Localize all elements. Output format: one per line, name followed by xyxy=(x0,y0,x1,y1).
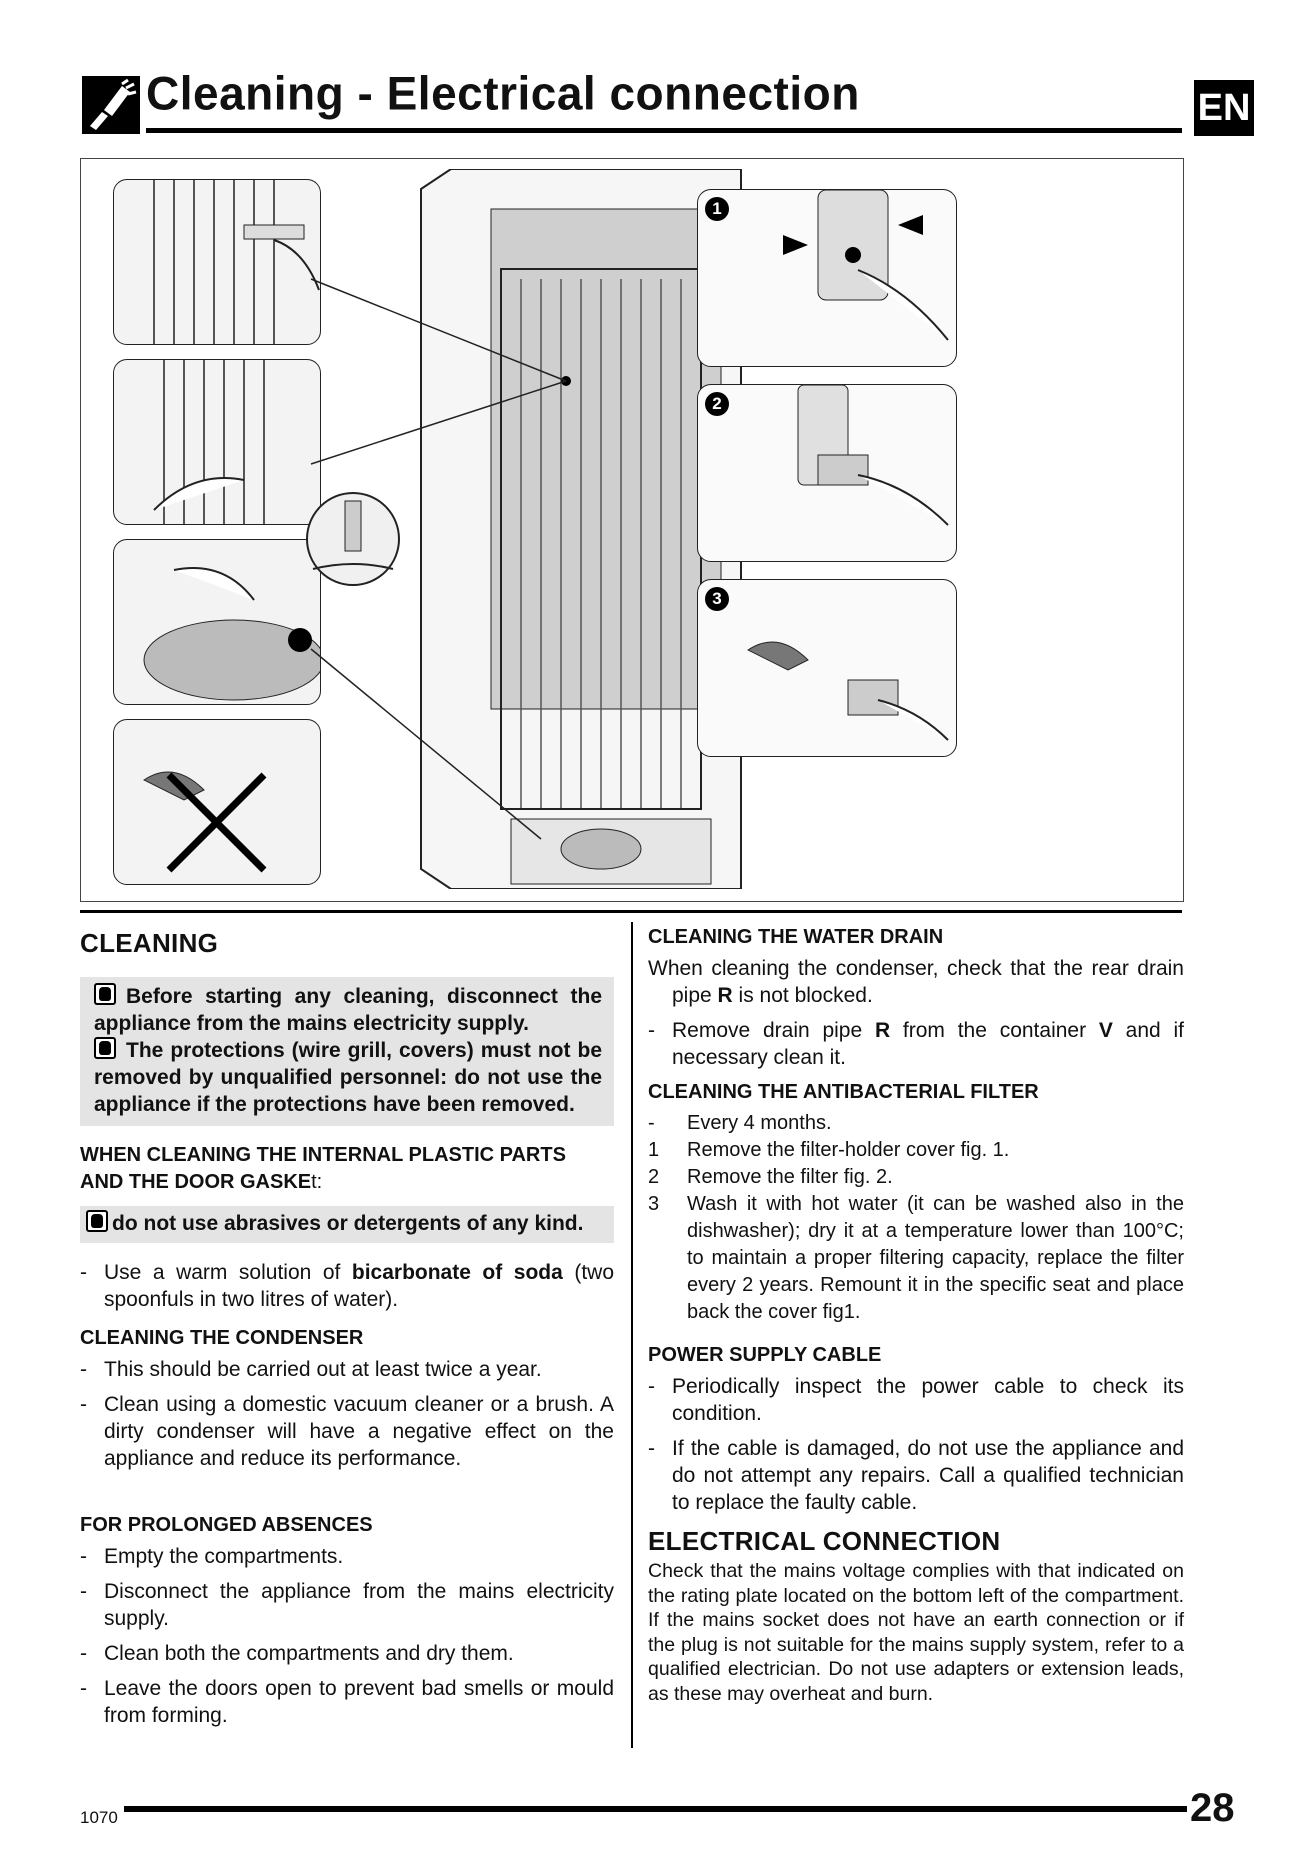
warning-disconnect: Before starting any cleaning, disconnect the appliance from the mains electricity supply. xyxy=(94,985,602,1035)
page-title: Cleaning - Electrical connection xyxy=(146,66,860,120)
drain-intro: When cleaning the condenser, check that the rear drain pipe R is not blocked. xyxy=(648,957,1184,1007)
condenser-item-2: - Clean using a domestic vacuum cleaner or a brush. A dirty condenser will have a negative effect on the appliance and reduce its performance. xyxy=(80,1393,614,1470)
absence-item-2: - Disconnect the appliance from the mains electricity supply. xyxy=(80,1580,614,1630)
leader-lines xyxy=(81,159,1183,901)
cleaning-illustration xyxy=(80,158,1184,902)
warning-abrasives: do not use abrasives or detergents of any kind. xyxy=(86,1210,606,1237)
plastic-parts-heading: WHEN CLEANING THE INTERNAL PLASTIC PARTS AND THE DOOR GASKEt: xyxy=(80,1144,566,1193)
step-2-badge: 2 xyxy=(705,392,729,416)
power-heading: POWER SUPPLY CABLE xyxy=(648,1344,882,1366)
document-code: 1070 xyxy=(80,1808,118,1827)
step-1-badge: 1 xyxy=(705,197,729,221)
filter-item-2: 2 Remove the filter fig. 2. xyxy=(648,1166,893,1188)
drain-item: - Remove drain pipe R from the container V and if necessary clean it. xyxy=(648,1019,1184,1069)
condenser-heading: CLEANING THE CONDENSER xyxy=(80,1327,364,1349)
filter-item-1: 1 Remove the filter-holder cover fig. 1. xyxy=(648,1139,1010,1161)
condenser-item-1: - This should be carried out at least twice a year. xyxy=(80,1358,542,1381)
warning-protections: The protections (wire grill, covers) must not be removed by unqualified personnel: do not use the appliance if the protections have been removed. xyxy=(94,1039,602,1116)
column-divider xyxy=(631,922,633,1748)
cleaning-heading: CLEANING xyxy=(80,928,219,958)
right-column xyxy=(648,922,1184,1706)
warning-hand-icon xyxy=(94,1037,116,1059)
drain-heading: CLEANING THE WATER DRAIN xyxy=(648,926,944,948)
page-number: 28 xyxy=(1190,1786,1235,1830)
soda-instruction: - Use a warm solution of bicarbonate of soda (two spoonfuls in two litres of water). xyxy=(80,1261,614,1311)
filter-item-0: - Every 4 months. xyxy=(648,1112,832,1134)
absence-item-3: - Clean both the compartments and dry them. xyxy=(80,1642,514,1665)
power-item-1: - Periodically inspect the power cable to check its condition. xyxy=(648,1375,1184,1425)
filter-heading: CLEANING THE ANTIBACTERIAL FILTER xyxy=(648,1081,1039,1103)
left-column xyxy=(80,922,614,1737)
absence-item-1: - Empty the compartments. xyxy=(80,1545,344,1568)
step-3-badge: 3 xyxy=(705,587,729,611)
absence-heading: FOR PROLONGED ABSENCES xyxy=(80,1514,373,1536)
electrical-text: Check that the mains voltage complies with that indicated on the rating plate located on the bottom left of the compartment. If the mains socket does not have an earth connection or if the plug is not suitable for the mains supply system, refer to a qualified electrician. Do not use adapters or extension leads, as these may overheat and burn. xyxy=(648,1560,1184,1705)
footer-rule xyxy=(124,1806,1187,1812)
warning-hand-icon xyxy=(94,983,116,1005)
electrical-heading: ELECTRICAL CONNECTION xyxy=(648,1526,1001,1556)
column-top-rule xyxy=(80,910,1182,913)
power-item-2: - If the cable is damaged, do not use the appliance and do not attempt any repairs. Call a qualified technician to replace the faulty cable. xyxy=(648,1437,1184,1514)
header-rule xyxy=(146,128,1182,133)
filter-item-3: 3 Wash it with hot water (it can be washed also in the dishwasher); dry it at a temperature lower than 100°C; to maintain a proper filtering capacity, replace the filter every 2 years. Remount it in the specific seat and place back the cover fig1. xyxy=(648,1193,1184,1323)
abrasives-warning-box xyxy=(80,1206,614,1243)
warning-hand-icon xyxy=(86,1210,108,1232)
cleaning-section-icon xyxy=(82,76,140,134)
language-badge: EN xyxy=(1194,80,1254,136)
cleaning-warning-box xyxy=(80,977,614,1126)
absence-item-4: - Leave the doors open to prevent bad smells or mould from forming. xyxy=(80,1677,614,1727)
